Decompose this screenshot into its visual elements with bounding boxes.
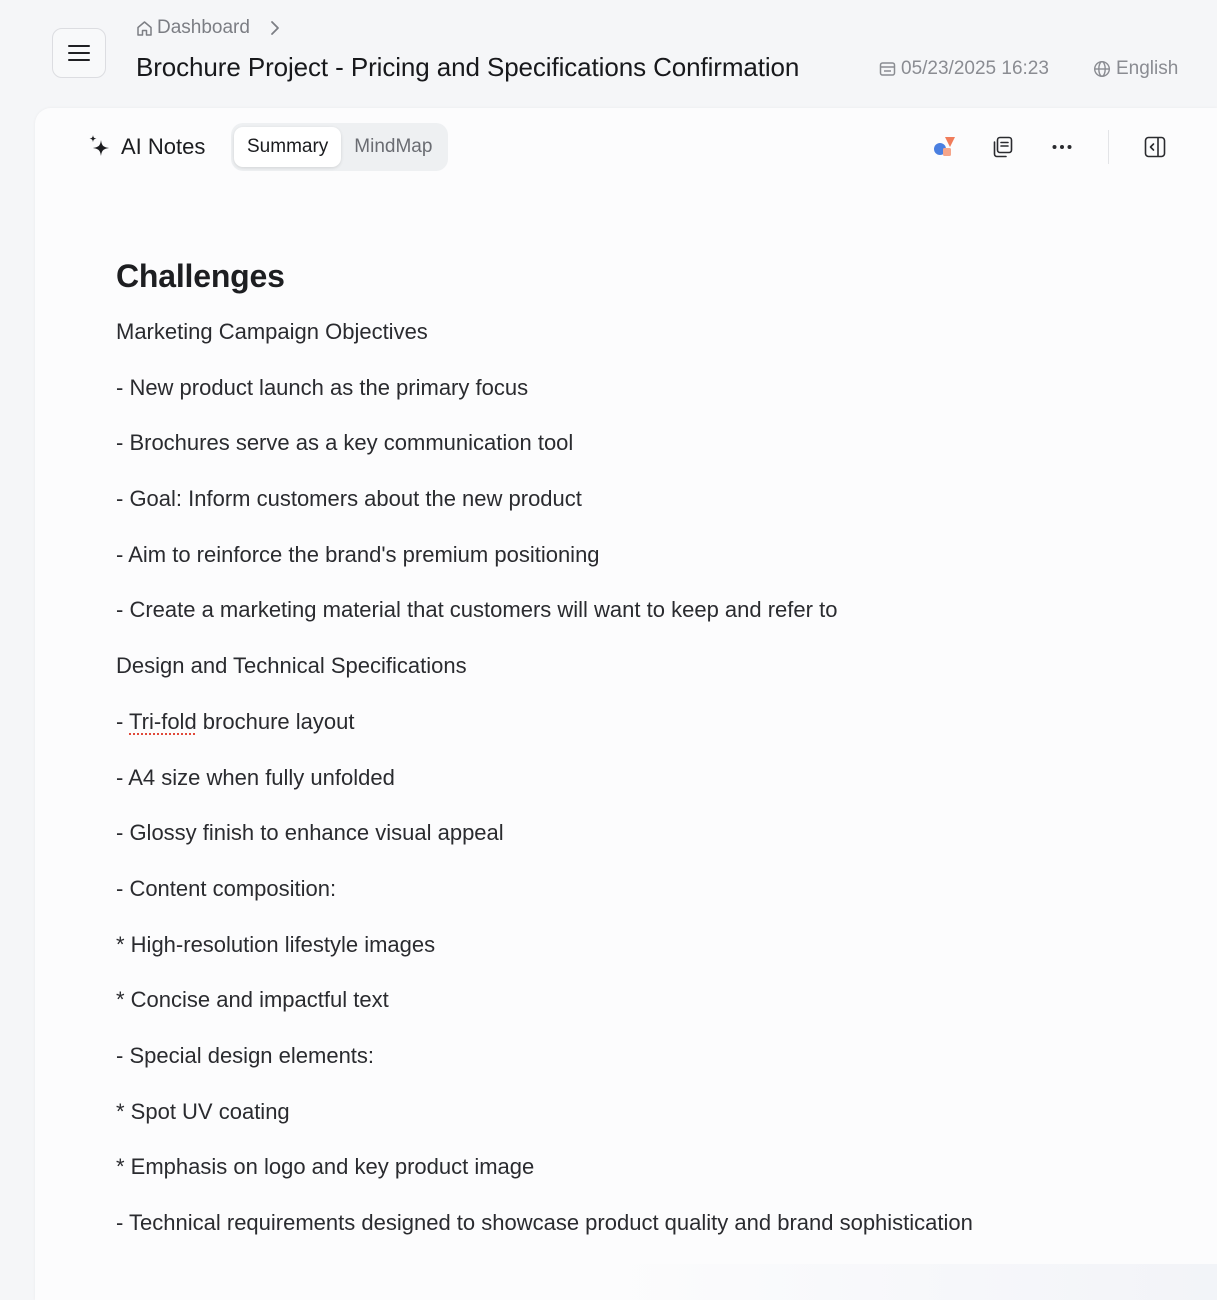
language-label: English <box>1116 58 1179 79</box>
summary-line: - Technical requirements designed to showcase product quality and brand sophistication <box>116 1210 973 1235</box>
tab-summary[interactable]: Summary <box>234 127 341 167</box>
more-button[interactable] <box>1048 133 1076 161</box>
summary-line: - A4 size when fully unfolded <box>116 764 395 790</box>
summary-line: * Spot UV coating <box>116 1098 290 1124</box>
summary-line: Design and Technical Specifications <box>116 653 467 679</box>
toggle-panel-icon <box>1143 135 1167 159</box>
shapes-button[interactable] <box>930 133 958 161</box>
summary-line: - Aim to reinforce the brand's premium positioning <box>116 541 600 567</box>
summary-line: * Concise and impactful text <box>116 987 389 1013</box>
line-suffix: brochure layout <box>196 708 355 734</box>
more-icon <box>1050 135 1074 159</box>
summary-content <box>116 254 1156 1245</box>
page-title: Brochure Project - Pricing and Specifications Confirmation <box>136 52 800 82</box>
menu-button[interactable] <box>52 28 106 78</box>
summary-line: - Special design elements: <box>116 1042 375 1068</box>
breadcrumb-dashboard[interactable] <box>136 17 250 39</box>
tab-mindmap[interactable]: MindMap <box>354 136 433 157</box>
toggle-panel-button[interactable] <box>1141 133 1169 161</box>
summary-line: - Glossy finish to enhance visual appeal <box>116 820 504 846</box>
summary-line: - Brochures serve as a key communication tool <box>116 430 574 456</box>
toolbar-divider <box>1108 130 1109 164</box>
hamburger-menu-icon <box>68 44 90 62</box>
summary-line: - New product launch as the primary focus <box>116 374 529 400</box>
home-icon <box>136 20 153 37</box>
meeting-datetime <box>879 58 1049 80</box>
view-switcher <box>231 123 448 171</box>
breadcrumb-dashboard-label: Dashboard <box>157 17 250 38</box>
copy-notes-icon <box>991 135 1015 159</box>
sparkle-icon <box>87 134 113 160</box>
datetime-label: 05/23/2025 16:23 <box>901 58 1049 79</box>
ai-notes-label: AI Notes <box>121 134 206 159</box>
summary-line: Marketing Campaign Objectives <box>116 319 428 344</box>
summary-line: * High-resolution lifestyle images <box>116 931 436 957</box>
copy-notes-button[interactable] <box>989 133 1017 161</box>
summary-line: - Goal: Inform customers about the new product <box>116 486 582 512</box>
bottom-shade <box>597 1264 1217 1300</box>
line-prefix: - <box>116 708 130 734</box>
ai-notes-title <box>87 132 205 162</box>
language-selector[interactable] <box>1093 58 1178 80</box>
summary-line: - Create a marketing material that customers will want to keep and refer to <box>116 597 838 623</box>
calendar-icon <box>879 61 896 77</box>
spellcheck-word[interactable]: Tri-fold <box>129 708 197 734</box>
summary-line: - Content composition: <box>116 875 337 901</box>
section-heading: Challenges <box>116 258 285 294</box>
globe-icon <box>1093 60 1111 78</box>
shapes-icon <box>931 134 957 160</box>
notes-panel <box>35 108 1217 1300</box>
breadcrumb <box>136 16 280 40</box>
summary-line: * Emphasis on logo and key product image <box>116 1154 535 1180</box>
summary-line <box>116 700 1156 744</box>
chevron-right-icon <box>270 20 280 36</box>
